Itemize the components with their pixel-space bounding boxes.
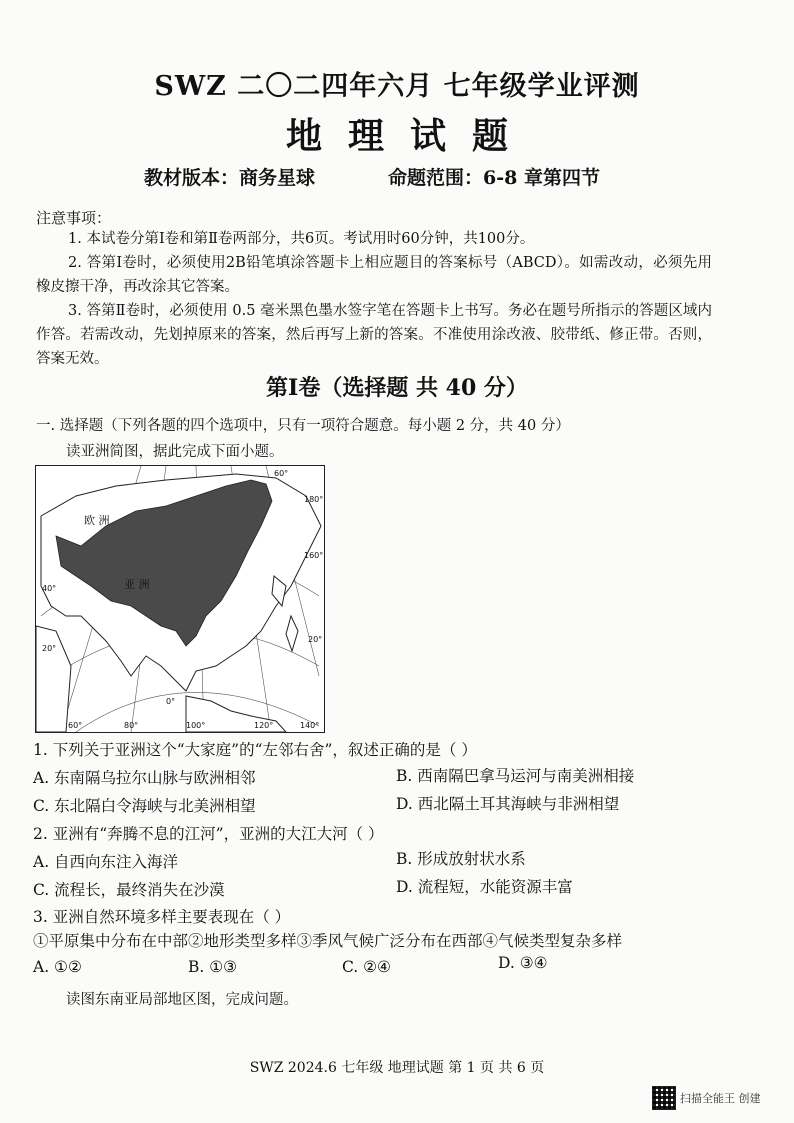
question-2-option-c[interactable]: C. 流程长，最终消失在沙漠 (33, 881, 225, 899)
question-2-option-a[interactable]: A. 自西向东注入海洋 (33, 853, 179, 871)
map-label-asia: 亚 洲 (124, 578, 150, 591)
question-3-option-b[interactable]: B. ①③ (188, 958, 238, 976)
subject-title: 地理试题 (285, 115, 534, 157)
textbook-edition: 教材版本：商务星球 (144, 167, 316, 189)
question-3-option-a[interactable]: A. ①② (33, 958, 82, 976)
map-label-lat20: 20° (42, 644, 57, 653)
exam-title-line: SWZ 二〇二四年六月 七年级学业评测 (154, 71, 640, 102)
asia-map (35, 465, 325, 733)
question-2-option-b[interactable]: B. 形成放射状水系 (396, 850, 526, 868)
question-1-stem: 1. 下列关于亚洲这个“大家庭”的“左邻右舍”，叙述正确的是（ ） (33, 741, 477, 759)
question-3-option-d[interactable]: D. ③④ (498, 954, 548, 972)
page-footer: SWZ 2024.6 七年级 地理试题 第 1 页 共 6 页 (249, 1060, 545, 1076)
map-label-lon160: 160° (304, 551, 324, 560)
notice-item-1: 1. 本试卷分第Ⅰ卷和第Ⅱ卷两部分，共6页。考试用时60分钟，共100分。 (68, 231, 535, 247)
question-2-option-d[interactable]: D. 流程短，水能资源丰富 (396, 878, 573, 896)
question-3-option-c[interactable]: C. ②④ (342, 958, 391, 976)
map-label-lon120: 120° (254, 721, 274, 730)
map-label-lon100: 100° (186, 721, 206, 730)
map-label-lat60: 60° (274, 469, 289, 478)
question-1-option-b[interactable]: B. 西南隔巴拿马运河与南美洲相接 (396, 767, 635, 785)
question-3-stem: 3. 亚洲自然环境多样主要表现在（ ） (33, 908, 291, 926)
map-label-lon60: 60° (68, 721, 83, 730)
map-label-lon140: 140° (300, 721, 320, 730)
question-1-option-d[interactable]: D. 西北隔土耳其海峡与非洲相望 (396, 795, 620, 813)
map-label-lon80: 80° (124, 721, 139, 730)
next-read-instruction: 读图东南亚局部地区图，完成问题。 (66, 992, 298, 1008)
map-label-lat0: 0° (166, 697, 176, 706)
map-label-lat40: 40° (42, 584, 57, 593)
section-instruction: 一. 选择题（下列各题的四个选项中，只有一项符合题意。每小题 2 分，共 40 分） (36, 418, 570, 434)
notice-item-2: 2. 答第Ⅰ卷时，必须使用2B铅笔填涂答题卡上相应题目的答案标号（ABCD）。如需改动，必须先用橡皮擦干净，再改涂其它答案。 (36, 255, 712, 295)
map-label-lon180: 180° (304, 495, 324, 504)
scanner-watermark: 扫描全能王 创建 (680, 1092, 761, 1105)
map-label-europe: 欧 洲 (84, 514, 110, 527)
exam-scope: 命题范围：6-8 章第四节 (388, 167, 600, 189)
read-map-instruction: 读亚洲简图，据此完成下面小题。 (66, 444, 284, 460)
section-title: 第Ⅰ卷（选择题 共 40 分） (266, 375, 528, 401)
question-2-stem: 2. 亚洲有“奔腾不息的江河”，亚洲的大江大河（ ） (33, 825, 384, 843)
question-1-option-a[interactable]: A. 东南隔乌拉尔山脉与欧洲相邻 (33, 769, 256, 787)
notice-item-3: 3. 答第Ⅱ卷时，必须使用 0.5 毫米黑色墨水签字笔在答题卡上书写。务必在题号所指示的答题区域内作答。若需改动，先划掉原来的答案，然后再写上新的答案。不准使用涂改液、胶带纸、修正带。否则，答案无效。 (36, 303, 712, 367)
qr-code-icon (652, 1086, 676, 1110)
notice-heading: 注意事项： (36, 209, 112, 227)
map-label-lat20b: 20° (308, 635, 323, 644)
question-3-statements: ①平原集中分布在中部②地形类型多样③季风气候广泛分布在西部④气候类型复杂多样 (33, 932, 623, 950)
question-1-option-c[interactable]: C. 东北隔白令海峡与北美洲相望 (33, 797, 256, 815)
